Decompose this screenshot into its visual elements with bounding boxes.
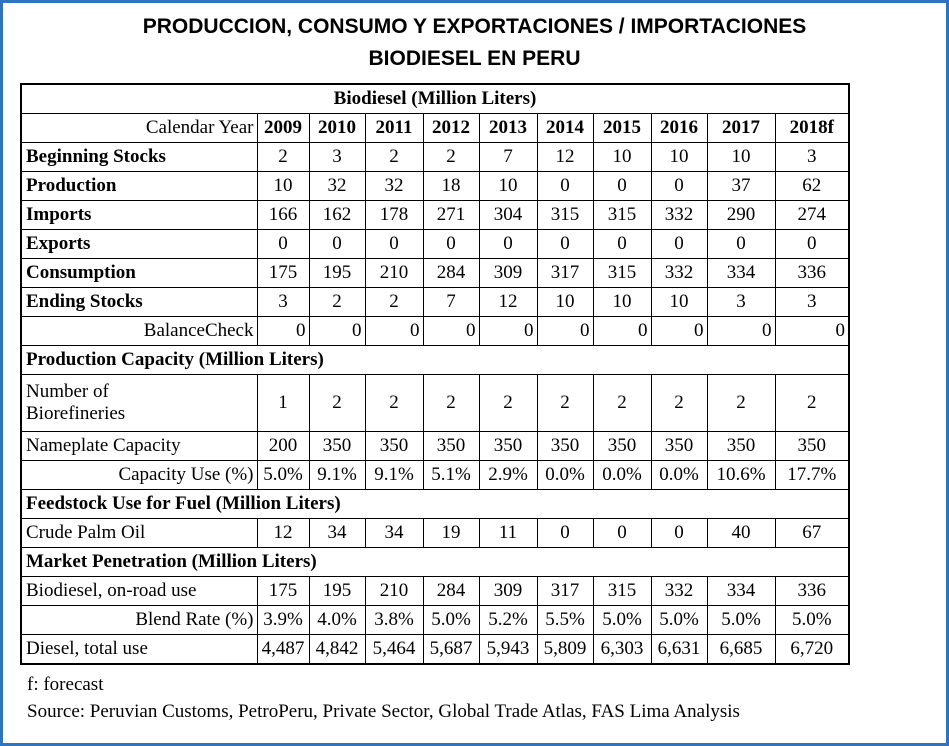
table-cell: 6,720 [775,635,849,665]
section-header: Market Penetration (Million Liters) [21,548,849,577]
table-cell: 284 [423,577,479,606]
table-cell: 0 [309,317,365,346]
table-cell: 62 [775,172,849,201]
row-label: Biodiesel, on-road use [21,577,257,606]
table-cell: 0 [707,230,775,259]
table-row [21,143,849,172]
table-cell: 2 [365,143,423,172]
year-header: 2009 [257,114,309,143]
table-row [21,84,849,114]
table-row [21,230,849,259]
table-cell: 5.1% [423,461,479,490]
table-cell: 2 [537,375,593,432]
table-cell: 9.1% [365,461,423,490]
table-cell: 350 [537,432,593,461]
table-cell: 350 [593,432,651,461]
table-cell: 2 [309,288,365,317]
table-cell: 350 [651,432,707,461]
table-cell: 7 [423,288,479,317]
table-cell: 315 [593,577,651,606]
table-cell: 10 [537,288,593,317]
table-cell: 10 [593,143,651,172]
year-header: 2013 [479,114,537,143]
table-cell: 5.0% [707,606,775,635]
row-label: Blend Rate (%) [21,606,257,635]
table-cell: 67 [775,519,849,548]
year-header: 2014 [537,114,593,143]
table-cell: 5.0% [775,606,849,635]
table-cell: 37 [707,172,775,201]
table-cell: 12 [257,519,309,548]
table-cell: 40 [707,519,775,548]
table-cell: 17.7% [775,461,849,490]
table-cell: 0 [479,317,537,346]
row-label: Ending Stocks [21,288,257,317]
table-cell: 315 [593,259,651,288]
table-cell: 175 [257,577,309,606]
row-label: Nameplate Capacity [21,432,257,461]
row-label-line: Biorefineries [26,403,126,424]
table-cell: 309 [479,259,537,288]
table-cell: 2 [365,288,423,317]
table-cell: 0.0% [593,461,651,490]
table-cell: 0 [651,172,707,201]
table-cell: 3.8% [365,606,423,635]
table-row [21,461,849,490]
table-cell: 5.0% [651,606,707,635]
year-header: 2015 [593,114,651,143]
biodiesel-table [20,83,850,665]
table-row [21,172,849,201]
table-cell: 332 [651,201,707,230]
table-cell: 2.9% [479,461,537,490]
table-cell: 5,464 [365,635,423,665]
table-cell: 12 [537,143,593,172]
table-cell: 0 [479,230,537,259]
table-header: Biodiesel (Million Liters) [21,84,849,114]
row-label: Consumption [21,259,257,288]
table-cell: 10 [707,143,775,172]
table-cell: 2 [593,375,651,432]
table-container [20,83,850,665]
table-cell: 195 [309,577,365,606]
table-cell: 0 [257,317,309,346]
row-label: Diesel, total use [21,635,257,665]
section-header: Production Capacity (Million Liters) [21,346,849,375]
table-cell: 12 [479,288,537,317]
table-cell: 0 [365,317,423,346]
year-header: 2010 [309,114,365,143]
table-cell: 0 [423,317,479,346]
year-header: 2011 [365,114,423,143]
table-cell: 0 [651,230,707,259]
table-cell: 0 [365,230,423,259]
table-cell: 3 [775,143,849,172]
table-cell: 10.6% [707,461,775,490]
table-cell: 3 [309,143,365,172]
footnote: f: forecast [27,674,104,695]
row-label: Exports [21,230,257,259]
table-cell: 32 [309,172,365,201]
table-cell: 2 [707,375,775,432]
year-header: 2016 [651,114,707,143]
table-row [21,114,849,143]
table-row [21,519,849,548]
table-cell: 309 [479,577,537,606]
table-cell: 5,687 [423,635,479,665]
table-cell: 3 [257,288,309,317]
title-line-2: BIODIESEL EN PERU [368,47,581,70]
table-cell: 19 [423,519,479,548]
table-cell: 175 [257,259,309,288]
table-cell: 6,631 [651,635,707,665]
table-cell: 10 [651,288,707,317]
table-cell: 315 [593,201,651,230]
table-cell: 166 [257,201,309,230]
table-cell: 0 [537,317,593,346]
year-header: 2017 [707,114,775,143]
table-cell: 0 [537,172,593,201]
table-cell: 5.0% [593,606,651,635]
table-row [21,635,849,665]
table-cell: 334 [707,259,775,288]
table-cell: 5.0% [423,606,479,635]
table-cell: 34 [365,519,423,548]
table-cell: 2 [479,375,537,432]
table-cell: 18 [423,172,479,201]
table-cell: 332 [651,259,707,288]
row-label: Crude Palm Oil [21,519,257,548]
table-cell: 10 [593,288,651,317]
row-label: Production [21,172,257,201]
table-cell: 0.0% [537,461,593,490]
row-label: Imports [21,201,257,230]
table-cell: 0 [775,230,849,259]
table-cell: 0 [593,519,651,548]
table-cell: 3 [707,288,775,317]
table-row [21,259,849,288]
table-cell: 195 [309,259,365,288]
table-cell: 10 [257,172,309,201]
table-cell: 0 [593,317,651,346]
table-cell: 284 [423,259,479,288]
table-cell: 0.0% [651,461,707,490]
table-row [21,288,849,317]
table-cell: 304 [479,201,537,230]
table-row [21,548,849,577]
table-cell: 2 [423,143,479,172]
year-header: 2012 [423,114,479,143]
table-cell: 290 [707,201,775,230]
table-cell: 210 [365,577,423,606]
table-cell: 350 [479,432,537,461]
table-row [21,432,849,461]
table-cell: 200 [257,432,309,461]
table-cell: 10 [479,172,537,201]
table-cell: 334 [707,577,775,606]
table-cell: 1 [257,375,309,432]
table-cell: 336 [775,259,849,288]
table-cell: 7 [479,143,537,172]
table-cell: 350 [707,432,775,461]
table-cell: 4,842 [309,635,365,665]
table-cell: 5.5% [537,606,593,635]
table-cell: 5.0% [257,461,309,490]
table-cell: 2 [365,375,423,432]
table-cell: 0 [423,230,479,259]
source-note: Source: Peruvian Customs, PetroPeru, Private Sector, Global Trade Atlas, FAS Lima Analysis [27,701,740,722]
table-cell: 3.9% [257,606,309,635]
table-cell: 336 [775,577,849,606]
table-cell: 4.0% [309,606,365,635]
table-row [21,317,849,346]
table-cell: 0 [651,317,707,346]
table-cell: 332 [651,577,707,606]
table-cell: 0 [593,230,651,259]
table-cell: 162 [309,201,365,230]
table-cell: 2 [775,375,849,432]
table-cell: 350 [365,432,423,461]
table-cell: 0 [537,519,593,548]
table-row [21,577,849,606]
table-cell: 317 [537,577,593,606]
table-cell: 32 [365,172,423,201]
table-cell: 34 [309,519,365,548]
table-cell: 0 [593,172,651,201]
calendar-year-label: Calendar Year [21,114,257,143]
table-row [21,606,849,635]
table-cell: 6,303 [593,635,651,665]
row-label: Capacity Use (%) [21,461,257,490]
table-cell: 317 [537,259,593,288]
table-cell: 2 [309,375,365,432]
table-cell: 210 [365,259,423,288]
table-cell: 3 [775,288,849,317]
table-row [21,346,849,375]
table-cell: 271 [423,201,479,230]
table-cell: 350 [309,432,365,461]
year-header: 2018f [775,114,849,143]
table-cell: 0 [257,230,309,259]
table-cell: 350 [775,432,849,461]
table-cell: 9.1% [309,461,365,490]
table-cell: 315 [537,201,593,230]
row-label-line: Number of [26,381,109,402]
table-cell: 2 [423,375,479,432]
table-cell: 0 [707,317,775,346]
table-cell: 10 [651,143,707,172]
table-cell: 5,809 [537,635,593,665]
table-row [21,375,849,432]
row-label [21,375,257,432]
table-cell: 2 [651,375,707,432]
table-cell: 178 [365,201,423,230]
table-cell: 0 [775,317,849,346]
table-cell: 11 [479,519,537,548]
title-line-1: PRODUCCION, CONSUMO Y EXPORTACIONES / IMPORTACIONES [142,15,807,38]
table-cell: 0 [651,519,707,548]
row-label: BalanceCheck [21,317,257,346]
table-cell: 6,685 [707,635,775,665]
table-cell: 0 [309,230,365,259]
table-cell: 4,487 [257,635,309,665]
table-cell: 274 [775,201,849,230]
table-cell: 0 [537,230,593,259]
table-row [21,490,849,519]
table-cell: 5.2% [479,606,537,635]
table-cell: 350 [423,432,479,461]
table-row [21,201,849,230]
section-header: Feedstock Use for Fuel (Million Liters) [21,490,849,519]
table-cell: 2 [257,143,309,172]
row-label: Beginning Stocks [21,143,257,172]
table-cell: 5,943 [479,635,537,665]
